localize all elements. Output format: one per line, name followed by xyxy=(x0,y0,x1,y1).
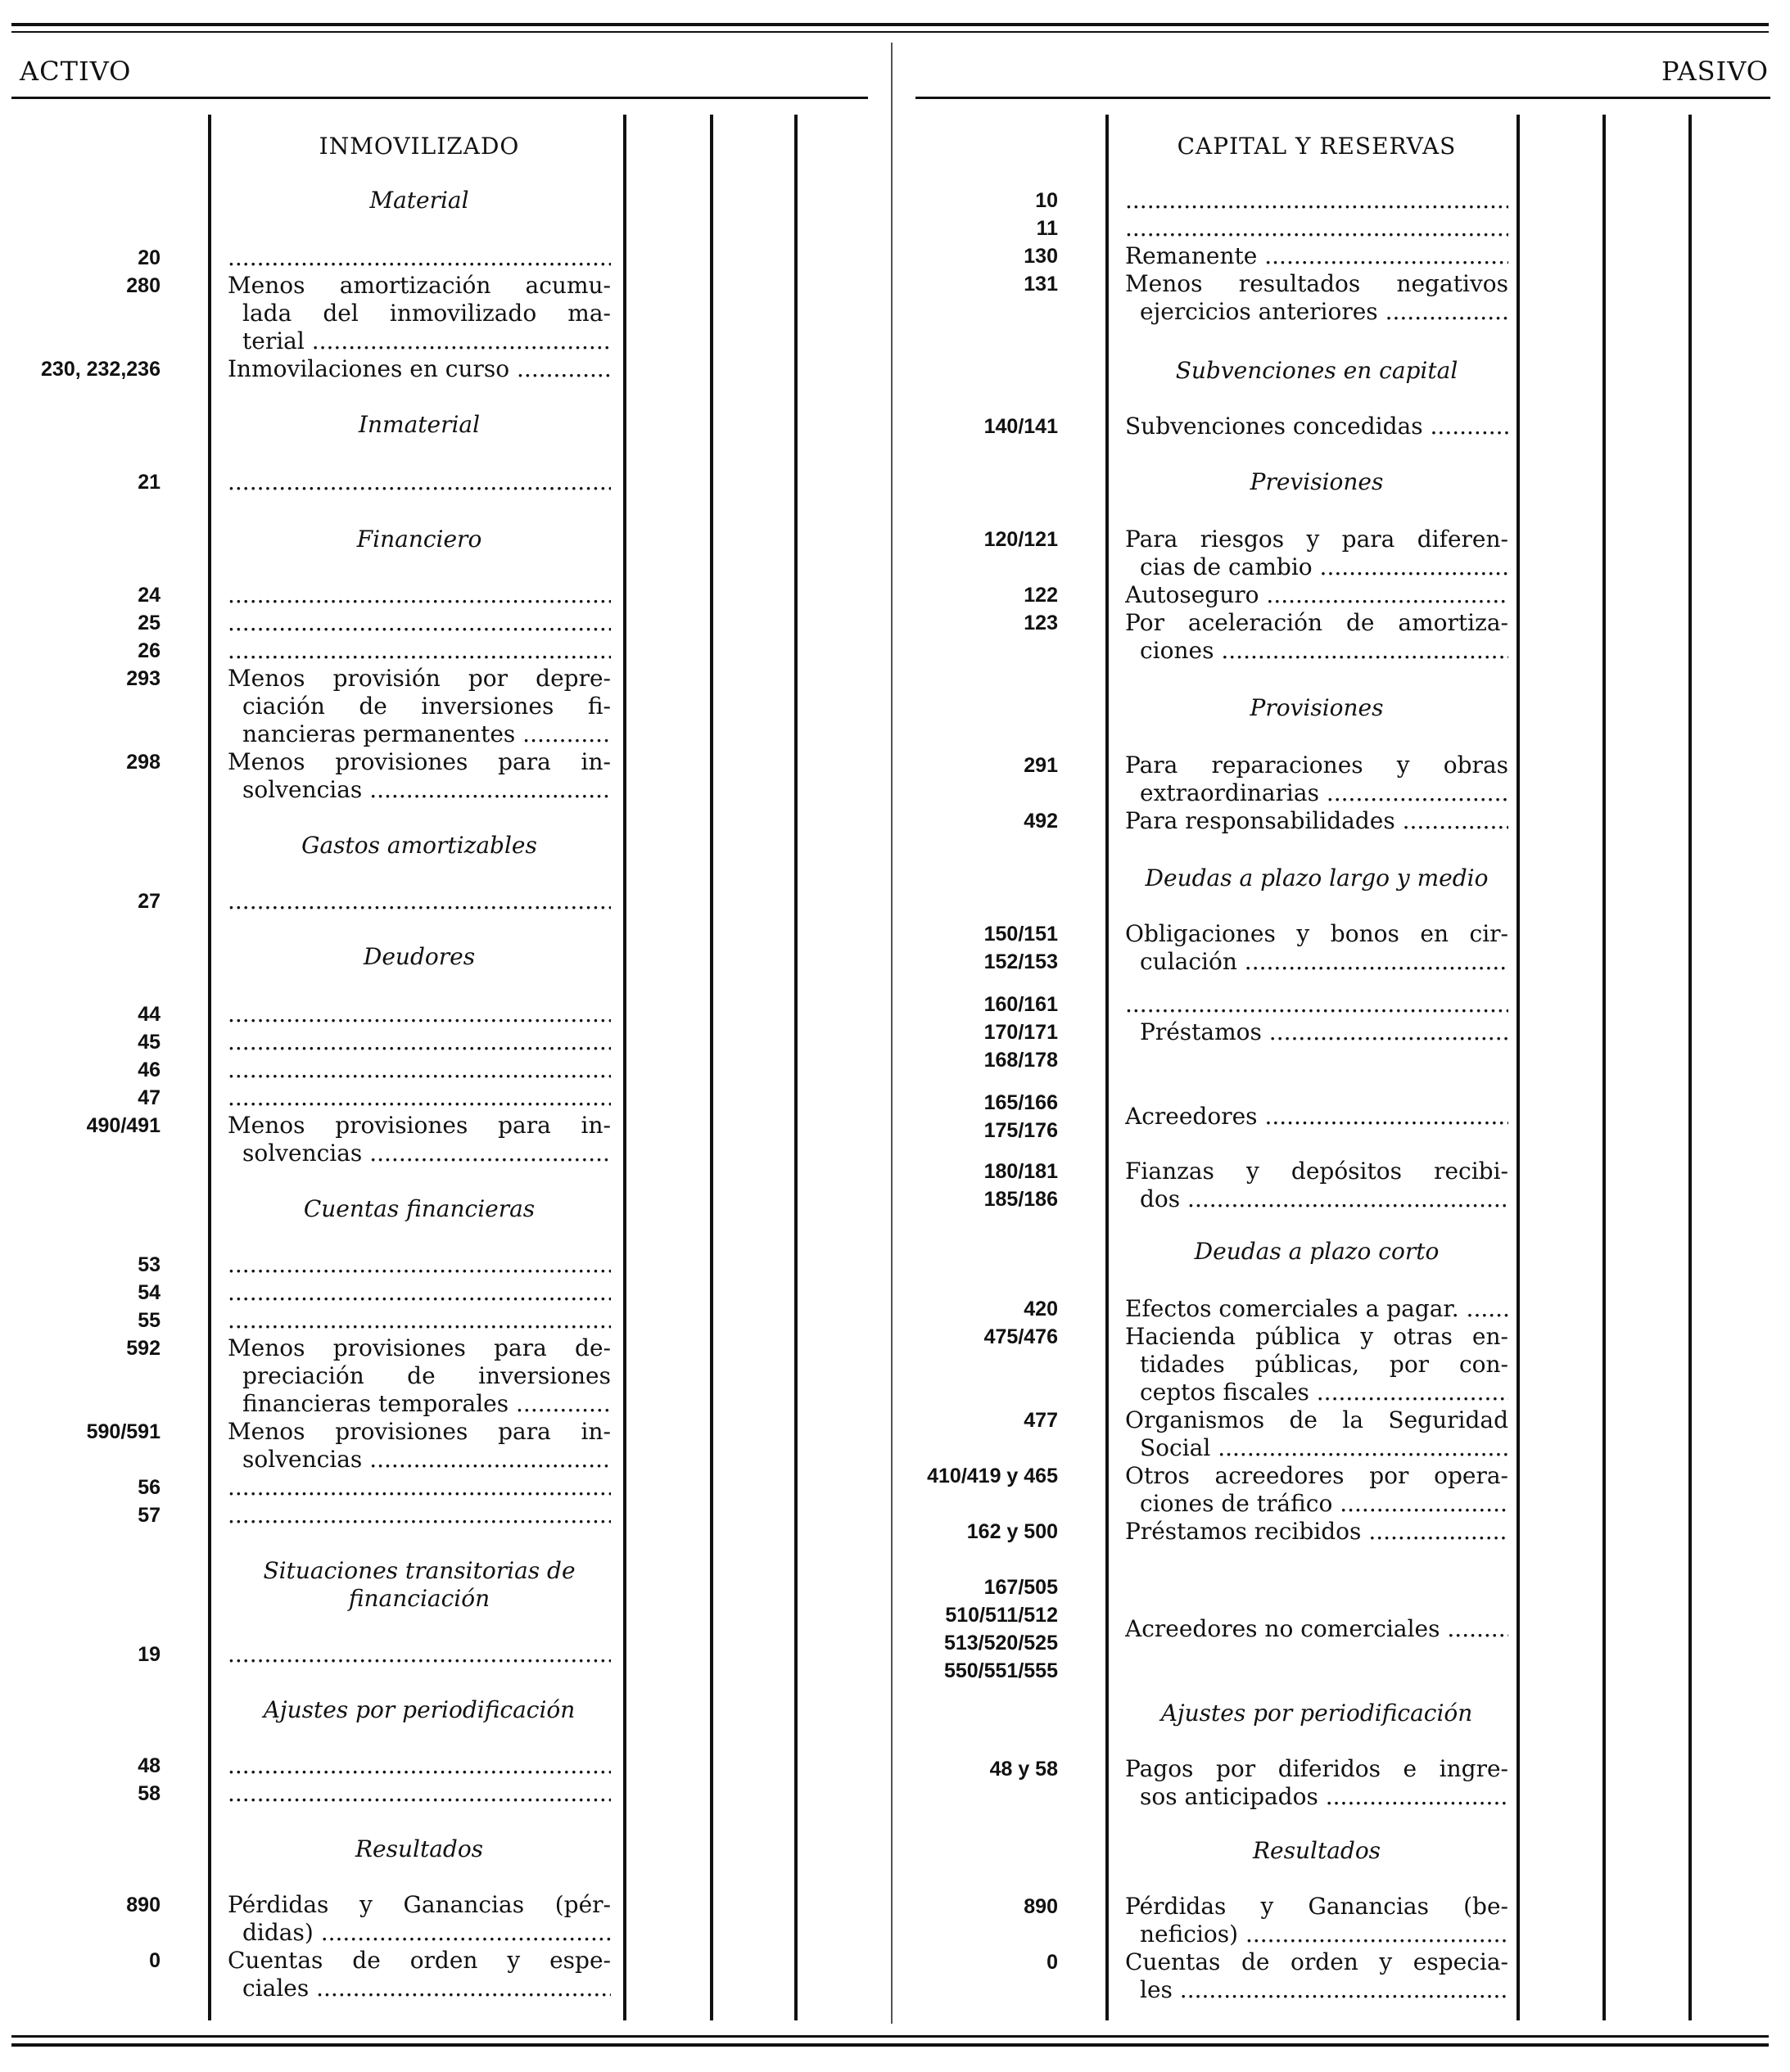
activo-account-description xyxy=(228,1307,611,1334)
pasivo-account-description xyxy=(1125,1615,1508,1643)
activo-account-description xyxy=(228,1084,611,1112)
pasivo-dotted-leader xyxy=(1125,991,1508,1018)
activo-col-line-3 xyxy=(710,115,713,2020)
pasivo-account-text: ejercicios anteriores xyxy=(1140,298,1378,325)
activo-section-heading: Inmaterial xyxy=(358,411,481,438)
pasivo-account-description xyxy=(1140,1490,1508,1518)
activo-account-code: 24 xyxy=(138,584,160,607)
pasivo-account-code: 10 xyxy=(1035,189,1058,212)
pasivo-account-code: 175/176 xyxy=(983,1119,1058,1142)
pasivo-header-rule xyxy=(915,97,1770,99)
activo-account-description: preciación de inversiones xyxy=(242,1362,611,1389)
activo-section-heading: Resultados xyxy=(355,1835,484,1862)
bottom-rule-1 xyxy=(11,2035,1769,2038)
activo-account-text: nancieras permanentes xyxy=(242,720,516,747)
activo-col-line-4 xyxy=(794,115,798,2020)
activo-account-code: 57 xyxy=(138,1504,160,1527)
pasivo-account-code: 180/181 xyxy=(983,1160,1058,1183)
activo-account-code: 298 xyxy=(126,751,160,774)
pasivo-account-text: extraordinarias xyxy=(1140,779,1319,806)
activo-dotted-leader xyxy=(228,1028,611,1056)
activo-account-description: Menos provisiones para in- xyxy=(228,1112,611,1139)
pasivo-account-description: Organismos de la Seguridad xyxy=(1125,1406,1508,1433)
pasivo-account-code: 890 xyxy=(1024,1895,1058,1918)
activo-dotted-leader xyxy=(228,1641,611,1668)
activo-account-description xyxy=(242,720,611,748)
pasivo-account-code: 492 xyxy=(1024,810,1058,833)
pasivo-account-code: 167/505 xyxy=(983,1576,1058,1599)
activo-account-text: solvencias xyxy=(242,1446,363,1473)
activo-account-text: solvencias xyxy=(242,1140,363,1167)
activo-account-code: 592 xyxy=(126,1337,160,1360)
activo-account-description: Menos amortización acumu- xyxy=(228,272,611,299)
pasivo-account-code: 170/171 xyxy=(983,1021,1058,1044)
activo-account-code: 280 xyxy=(126,274,160,297)
pasivo-dotted-leader xyxy=(1125,214,1508,242)
activo-account-text: didas) xyxy=(242,1919,314,1946)
pasivo-account-text: Para responsabilidades xyxy=(1125,807,1395,834)
activo-account-description xyxy=(228,1780,611,1808)
pasivo-account-description xyxy=(1140,298,1508,326)
pasivo-account-code: 130 xyxy=(1024,245,1058,268)
pasivo-account-description: Hacienda pública y otras en- xyxy=(1125,1323,1508,1350)
activo-section-heading: Cuentas financieras xyxy=(303,1195,536,1222)
pasivo-account-text: ceptos fiscales xyxy=(1140,1379,1309,1406)
pasivo-account-description: Cuentas de orden y especia- xyxy=(1125,1948,1508,1975)
pasivo-account-description: Para riesgos y para diferen- xyxy=(1125,526,1508,553)
pasivo-account-text: neficios) xyxy=(1140,1921,1239,1948)
activo-dotted-leader xyxy=(228,468,611,496)
activo-dotted-leader xyxy=(228,1474,611,1501)
activo-account-code: 58 xyxy=(138,1782,160,1805)
pasivo-section-heading: Previsiones xyxy=(1250,468,1384,495)
pasivo-account-description xyxy=(1140,637,1508,665)
pasivo-section-heading: Resultados xyxy=(1252,1837,1381,1864)
activo-account-description xyxy=(228,1056,611,1084)
activo-account-code: 45 xyxy=(138,1031,160,1054)
activo-account-description xyxy=(242,1446,611,1474)
pasivo-account-description xyxy=(1140,1018,1508,1046)
activo-dotted-leader xyxy=(228,609,611,637)
pasivo-account-description xyxy=(1125,1295,1508,1323)
activo-dotted-leader xyxy=(228,1084,611,1112)
pasivo-account-text: les xyxy=(1140,1976,1173,2003)
activo-dotted-leader xyxy=(228,887,611,915)
activo-account-code: 0 xyxy=(149,1949,160,1972)
pasivo-account-text: Social xyxy=(1140,1434,1211,1461)
pasivo-account-text: Autoseguro xyxy=(1125,581,1259,608)
pasivo-account-description xyxy=(1140,1185,1508,1213)
activo-dotted-leader xyxy=(228,1000,611,1028)
top-rule-1 xyxy=(11,23,1769,26)
activo-account-code: 47 xyxy=(138,1086,160,1109)
activo-account-code: 890 xyxy=(126,1894,160,1916)
activo-header: ACTIVO xyxy=(20,56,132,87)
activo-dotted-leader xyxy=(228,1251,611,1279)
pasivo-account-code: 168/178 xyxy=(983,1049,1058,1072)
pasivo-col-line-4 xyxy=(1688,115,1692,2020)
activo-account-text: Inmovilaciones en curso xyxy=(228,355,510,382)
pasivo-account-code: 131 xyxy=(1024,273,1058,296)
activo-account-description: Menos provisiones para de- xyxy=(228,1334,611,1361)
activo-account-code: 53 xyxy=(138,1253,160,1276)
activo-account-description xyxy=(228,244,611,272)
pasivo-col-line-2 xyxy=(1517,115,1520,2020)
activo-account-code: 19 xyxy=(138,1643,160,1666)
pasivo-account-description xyxy=(1125,1518,1508,1546)
activo-dotted-leader xyxy=(228,637,611,665)
pasivo-account-description xyxy=(1125,413,1508,440)
activo-dotted-leader xyxy=(228,1780,611,1808)
pasivo-section-heading: Deudas a plazo corto xyxy=(1194,1238,1440,1265)
pasivo-account-code: 475/476 xyxy=(983,1325,1058,1348)
activo-dotted-leader xyxy=(228,1501,611,1529)
pasivo-account-code: 150/151 xyxy=(983,923,1058,946)
pasivo-account-text: Efectos comerciales a pagar. xyxy=(1125,1295,1459,1322)
pasivo-account-description: Obligaciones y bonos en cir- xyxy=(1125,920,1508,947)
pasivo-section-heading: Ajustes por periodificación xyxy=(1160,1700,1473,1727)
activo-account-code: 490/491 xyxy=(86,1114,160,1137)
pasivo-account-text: Acreedores xyxy=(1125,1103,1258,1130)
activo-account-text: financieras temporales xyxy=(242,1390,509,1417)
pasivo-account-code: 420 xyxy=(1024,1298,1058,1320)
top-rule-2 xyxy=(11,31,1769,33)
activo-section-heading: Situaciones transitorias de financiación xyxy=(263,1557,576,1612)
pasivo-account-code: 185/186 xyxy=(983,1188,1058,1211)
activo-account-description xyxy=(228,1474,611,1501)
activo-account-code: 20 xyxy=(138,246,160,269)
pasivo-account-description xyxy=(1125,187,1508,214)
activo-section-heading: Gastos amortizables xyxy=(301,832,537,859)
pasivo-account-description xyxy=(1140,1379,1508,1406)
pasivo-account-text: Préstamos xyxy=(1140,1018,1262,1045)
pasivo-col-line-1 xyxy=(1105,115,1109,2020)
activo-account-text: solvencias xyxy=(242,776,363,803)
pasivo-account-code: 510/511/512 xyxy=(945,1604,1058,1627)
pasivo-account-text: culación xyxy=(1140,948,1237,975)
pasivo-section-heading: Provisiones xyxy=(1250,694,1384,721)
pasivo-account-code: 140/141 xyxy=(983,415,1058,438)
activo-dotted-leader xyxy=(228,1279,611,1307)
pasivo-account-code: 11 xyxy=(1036,217,1058,240)
activo-account-code: 25 xyxy=(138,612,160,634)
activo-account-description: Menos provisiones para in- xyxy=(228,1418,611,1445)
activo-account-code: 44 xyxy=(138,1003,160,1026)
pasivo-section-heading: CAPITAL Y RESERVAS xyxy=(1177,133,1457,160)
pasivo-account-description xyxy=(1125,1103,1508,1131)
pasivo-account-code: 48 y 58 xyxy=(989,1758,1058,1781)
activo-account-text: ciales xyxy=(242,1975,310,2002)
activo-section-heading: Ajustes por periodificación xyxy=(263,1696,576,1723)
activo-account-description xyxy=(228,355,611,383)
activo-account-code: 27 xyxy=(138,890,160,913)
activo-account-code: 54 xyxy=(138,1281,160,1304)
pasivo-section-heading: Deudas a plazo largo y medio xyxy=(1145,864,1489,892)
pasivo-account-description xyxy=(1140,553,1508,581)
activo-account-code: 21 xyxy=(138,471,160,494)
pasivo-account-code: 120/121 xyxy=(983,528,1058,551)
pasivo-header: PASIVO xyxy=(1661,56,1769,87)
pasivo-account-code: 0 xyxy=(1046,1951,1058,1974)
activo-account-description xyxy=(228,1028,611,1056)
pasivo-account-description xyxy=(1125,807,1508,835)
activo-col-line-1 xyxy=(208,115,211,2020)
activo-dotted-leader xyxy=(228,1307,611,1334)
pasivo-account-code: 513/520/525 xyxy=(943,1632,1058,1654)
activo-account-code: 48 xyxy=(138,1754,160,1777)
pasivo-account-description xyxy=(1140,1921,1508,1948)
activo-account-description xyxy=(228,887,611,915)
pasivo-account-description xyxy=(1125,581,1508,609)
pasivo-col-line-3 xyxy=(1602,115,1606,2020)
activo-account-description xyxy=(228,1752,611,1780)
activo-account-description xyxy=(242,1919,611,1947)
pasivo-account-code: 160/161 xyxy=(983,993,1058,1016)
activo-account-description xyxy=(228,609,611,637)
activo-section-heading: Material xyxy=(369,187,469,214)
activo-account-description xyxy=(242,776,611,804)
pasivo-account-description xyxy=(1140,1976,1508,2004)
pasivo-account-description xyxy=(1140,948,1508,976)
pasivo-account-description: Por aceleración de amortiza- xyxy=(1125,609,1508,636)
pasivo-section-heading: Subvenciones en capital xyxy=(1175,357,1458,384)
activo-account-description: ciación de inversiones fi- xyxy=(242,693,611,720)
activo-section-heading: Financiero xyxy=(356,526,482,553)
activo-dotted-leader xyxy=(228,1056,611,1084)
pasivo-account-text: ciones xyxy=(1140,637,1214,664)
activo-account-code: 56 xyxy=(138,1476,160,1499)
pasivo-account-text: cias de cambio xyxy=(1140,553,1313,580)
pasivo-account-description xyxy=(1140,779,1508,807)
activo-account-description: lada del inmovilizado ma- xyxy=(242,300,611,327)
activo-account-description xyxy=(242,1975,611,2002)
pasivo-account-code: 162 y 500 xyxy=(966,1520,1058,1543)
pasivo-account-description: Pérdidas y Ganancias (be- xyxy=(1125,1893,1508,1920)
pasivo-account-description xyxy=(1140,1434,1508,1462)
pasivo-account-description: tidades públicas, por con- xyxy=(1140,1351,1508,1378)
activo-col-line-2 xyxy=(623,115,626,2020)
pasivo-account-text: dos xyxy=(1140,1185,1181,1212)
activo-dotted-leader xyxy=(228,1752,611,1780)
pasivo-account-text: ciones de tráfico xyxy=(1140,1490,1333,1517)
bottom-rule-2 xyxy=(11,2043,1769,2047)
pasivo-account-code: 122 xyxy=(1024,584,1058,607)
pasivo-account-text: Acreedores no comerciales xyxy=(1125,1615,1440,1642)
pasivo-account-text: sos anticipados xyxy=(1140,1783,1318,1810)
pasivo-account-description: Pagos por diferidos e ingre- xyxy=(1125,1755,1508,1782)
activo-account-description xyxy=(228,1641,611,1668)
activo-account-description xyxy=(228,1000,611,1028)
activo-dotted-leader xyxy=(228,244,611,272)
pasivo-account-code: 165/166 xyxy=(983,1091,1058,1114)
activo-header-rule xyxy=(11,97,868,99)
activo-account-code: 55 xyxy=(138,1309,160,1332)
pasivo-account-description xyxy=(1125,242,1508,270)
pasivo-account-code: 410/419 y 465 xyxy=(927,1465,1058,1487)
pasivo-account-description: Menos resultados negativos xyxy=(1125,270,1508,297)
activo-account-description xyxy=(228,1501,611,1529)
pasivo-account-code: 152/153 xyxy=(983,950,1058,973)
activo-account-description xyxy=(242,1390,611,1418)
activo-account-description xyxy=(228,637,611,665)
pasivo-dotted-leader xyxy=(1125,187,1508,214)
pasivo-account-code: 550/551/555 xyxy=(943,1659,1058,1682)
pasivo-account-description xyxy=(1125,991,1508,1018)
activo-account-description: Cuentas de orden y espe- xyxy=(228,1947,611,1974)
activo-account-code: 230, 232,236 xyxy=(41,358,160,381)
activo-account-description xyxy=(228,581,611,609)
activo-account-code: 590/591 xyxy=(86,1420,160,1443)
activo-account-code: 293 xyxy=(126,667,160,690)
pasivo-account-code: 477 xyxy=(1024,1409,1058,1432)
activo-account-description xyxy=(242,327,611,355)
pasivo-account-code: 123 xyxy=(1024,612,1058,634)
activo-account-description xyxy=(228,1251,611,1279)
pasivo-account-description: Otros acreedores por opera- xyxy=(1125,1462,1508,1489)
activo-account-description xyxy=(228,1279,611,1307)
activo-account-code: 26 xyxy=(138,639,160,662)
pasivo-account-text: Subvenciones concedidas xyxy=(1125,413,1423,440)
pasivo-account-description: Para reparaciones y obras xyxy=(1125,752,1508,779)
activo-account-description: Pérdidas y Ganancias (pér- xyxy=(228,1891,611,1918)
pasivo-account-description: Fianzas y depósitos recibi- xyxy=(1125,1158,1508,1185)
activo-account-description xyxy=(242,1140,611,1167)
pasivo-account-text: Remanente xyxy=(1125,242,1258,269)
center-divider xyxy=(891,43,893,2024)
activo-section-heading: INMOVILIZADO xyxy=(319,133,520,160)
activo-account-description: Menos provisiones para in- xyxy=(228,748,611,775)
activo-account-description xyxy=(228,468,611,496)
pasivo-account-code: 291 xyxy=(1024,754,1058,777)
activo-account-code: 46 xyxy=(138,1059,160,1081)
pasivo-account-text: Préstamos recibidos xyxy=(1125,1518,1362,1545)
activo-account-description: Menos provisión por depre- xyxy=(228,665,611,692)
activo-dotted-leader xyxy=(228,581,611,609)
pasivo-account-description xyxy=(1140,1783,1508,1811)
activo-section-heading: Deudores xyxy=(363,943,476,970)
pasivo-account-description xyxy=(1125,214,1508,242)
activo-account-text: terial xyxy=(242,327,305,354)
